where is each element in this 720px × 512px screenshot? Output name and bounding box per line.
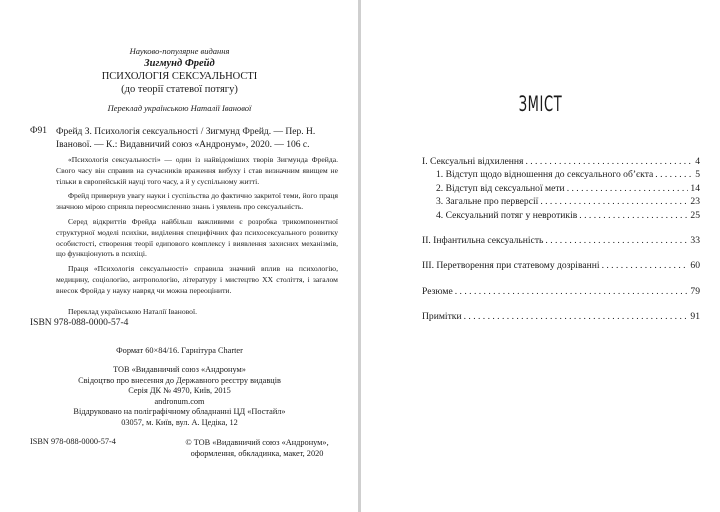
toc-entry-page: 14 [690, 182, 700, 194]
toc-entry-page: 5 [695, 169, 700, 181]
toc-leader [545, 235, 688, 246]
table-of-contents [422, 156, 700, 325]
contents-page [361, 0, 720, 512]
toc-entry-label: 4. Сексуальний потяг у невротиків [436, 209, 578, 221]
isbn: ISBN 978-088-0000-57-4 [30, 318, 129, 328]
publisher-line: Свідоцтво про внесення до Державного реєстру видавців [78, 375, 281, 385]
abstract [56, 155, 338, 317]
publisher-line: ТОВ «Видавничий союз «Андронум» [113, 365, 246, 374]
toc-entry [422, 210, 700, 223]
publisher-line: Серія ДК № 4970, Київ, 2015 [128, 386, 231, 396]
catalog-entry: Фрейд З. Психологія сексуальності / Зигмунд Фрейд. — Пер. Н. Іванової. — К.: Видавничий союз «Андронум», 2020. — 106 с. [56, 127, 316, 150]
toc-entry-page: 91 [690, 311, 700, 323]
abstract-paragraph: Праця «Психологія сексуальності» справила значний вплив на психологію, медицину, соціологію, антропологію, літературу і мистецтво XX століття, і загалом внесок Фройда у науку навряд чи можна переоцінити. [56, 264, 338, 295]
toc-entry-label: 3. Загальне про перверсії [436, 196, 539, 208]
toc-entry-page: 79 [690, 285, 700, 297]
toc-entry [422, 260, 700, 273]
toc-entry-page: 4 [695, 156, 700, 167]
toc-leader [655, 169, 693, 180]
toc-leader [464, 311, 689, 322]
toc-entry-label: III. Перетворення при статевому дозріванні [422, 260, 600, 272]
udc-code: Ф91 [30, 126, 48, 136]
copyright [172, 437, 342, 459]
printer-line: 03057, м. Київ, вул. А. Цедіка, 12 [121, 417, 238, 427]
toc-entry-label: 1. Відступ щодо відношення до сексуального об’єкта [436, 169, 654, 181]
abstract-paragraph: Серед відкриттів Фрейда найбільш важливими є розробка трикомпонентної структурної моделі психіки, виділення специфічних фаз психосексуального розвитку особистості, створення теорії едипового комплексу і виявлення захисних механізмів, що функціонують в психіці. [56, 216, 338, 259]
copyright-line: оформлення, обкладинка, макет, 2020 [190, 449, 324, 458]
toc-leader [579, 210, 688, 221]
copyright-line: © ТОВ «Видавничий союз «Андронум», [185, 438, 329, 447]
publisher-info [0, 365, 359, 407]
genre-line: Науково-популярне видання [129, 46, 230, 56]
toc-entry [422, 286, 700, 299]
toc-entry-label: Примітки [422, 311, 462, 323]
translator-credit: Переклад українською Наталії Іванової [107, 103, 252, 113]
toc-leader [540, 196, 688, 207]
book-subtitle: (до теорії статевої потягу) [121, 84, 238, 95]
author-name: Зигмунд Фрейд [144, 58, 215, 69]
isbn-bottom: ISBN 978-088-0000-57-4 [30, 437, 116, 446]
toc-leader [525, 156, 693, 167]
toc-entry [422, 156, 700, 169]
toc-entry [422, 311, 700, 324]
abstract-paragraph: Фрейд привернув увагу науки і суспільства до фактично закритої теми, його праця значною мірою сприяла переосмисленню знань і уявлень про сексуальність. [56, 191, 338, 212]
toc-leader [602, 260, 689, 271]
printer-line: Віддруковано на поліграфічному обладнанні ЦД «Постайл» [73, 407, 286, 416]
toc-entry-page: 23 [690, 196, 700, 208]
toc-entry [422, 235, 700, 248]
toc-entry-page: 33 [690, 234, 700, 246]
toc-title: ЗМІСТ [518, 92, 563, 116]
imprint-page [0, 0, 359, 512]
toc-entry-page: 25 [690, 209, 700, 221]
toc-leader [455, 286, 689, 297]
toc-entry-label: I. Сексуальні відхилення [422, 156, 524, 167]
toc-entry-label: II. Інфантильна сексуальність [422, 234, 544, 246]
toc-leader [567, 183, 689, 194]
book-title: ПСИХОЛОГІЯ СЕКСУАЛЬНОСТІ [101, 71, 258, 82]
toc-entry [422, 183, 700, 196]
toc-entry [422, 169, 700, 182]
abstract-paragraph: «Психологія сексуальності» — один із найвідоміших творів Зигмунда Фрейда. Свого часу він справив на сучасників враження вибуху і став визначним явищем не тільки в європейській науці того часу, а й у суспільному житті. [56, 155, 338, 186]
toc-entry-label: 2. Відступ від сексуальної мети [436, 182, 565, 194]
toc-entry [422, 196, 700, 209]
toc-entry-page: 60 [690, 260, 700, 272]
abstract-translator: Переклад українською Наталії Іванової. [68, 306, 197, 316]
toc-entry-label: Резюме [422, 285, 453, 297]
publisher-website: andronum.com [154, 396, 205, 406]
format-line: Формат 60×84/16. Гарнітура Charter [116, 346, 243, 355]
printer-info [0, 407, 359, 428]
